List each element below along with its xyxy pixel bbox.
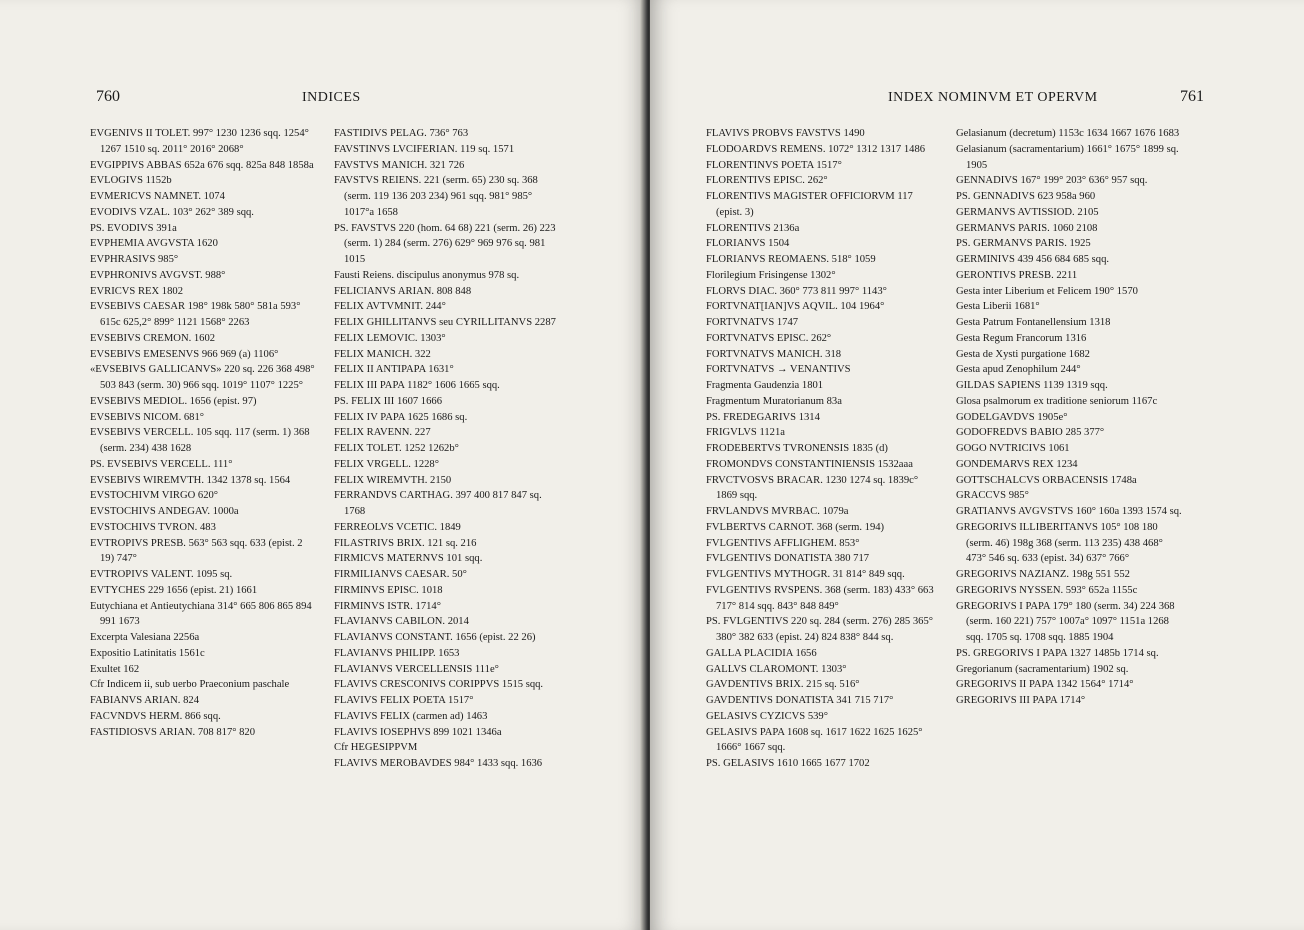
index-entry: Gelasianum (decretum) 1153c 1634 1667 1676 1683 (956, 128, 1180, 139)
index-entry: EVSEBIVS MEDIOL. 1656 (epist. 97) (90, 395, 257, 407)
index-entry: PS. FVLGENTIVS 220 sq. 284 (serm. 276) 285 365° 380° 382 633 (epist. 24) 824 838° 844 sq. (706, 616, 934, 643)
index-entry: FLORENTIVS 2136a (706, 222, 800, 234)
index-entry: Excerpta Valesiana 2256a (90, 632, 200, 643)
index-entry: FLAVIANVS CONSTANT. 1656 (epist. 22 26) (334, 632, 536, 643)
index-entry: GREGORIVS II PAPA 1342 1564° 1714° (956, 679, 1134, 691)
index-entry: Gesta Liberii 1681° (956, 301, 1040, 313)
index-entry: FAVSTINVS LVCIFERIAN. 119 sq. 1571 (334, 143, 515, 155)
index-entry: FLORIANVS 1504 (706, 238, 790, 250)
index-entry: FLAVIVS CRESCONIVS CORIPPVS 1515 sqq. (334, 679, 544, 691)
index-entry: FLORIANVS REOMAENS. 518° 1059 (706, 254, 876, 265)
index-entry: FELIX GHILLITANVS seu CYRILLITANVS 2287 (334, 317, 556, 328)
index-entry: EVSTOCHIVS TVRON. 483 (90, 521, 216, 533)
index-entry: EVSTOCHIVS ANDEGAV. 1000a (90, 506, 239, 517)
index-entry: Fragmenta Gaudenzia 1801 (706, 380, 824, 391)
index-entry: FAVSTVS REIENS. 221 (serm. 65) 230 sq. 368 (serm. 119 136 203 234) 961 sqq. 981° 985° 1017°a 1658 (334, 175, 538, 218)
index-entry: FABIANVS ARIAN. 824 (90, 695, 199, 706)
index-entry: FLORENTIVS MAGISTER OFFICIORVM 117 (epist. 3) (706, 191, 913, 218)
index-entry: FLAVIVS IOSEPHVS 899 1021 1346a (334, 726, 502, 738)
index-entry: Gesta Patrum Fontanellensium 1318 (956, 317, 1111, 328)
index-entry: FIRMINVS ISTR. 1714° (334, 600, 441, 612)
index-entry: Gesta de Xysti purgatione 1682 (956, 348, 1090, 360)
index-entry: «EVSEBIVS GALLICANVS» 220 sq. 226 368 498° 503 843 (serm. 30) 966 sqq. 1019° 1107° 1225° (90, 364, 315, 391)
index-entry: EVPHRASIVS 985° (90, 254, 179, 265)
index-entry: FELIX II ANTIPAPA 1631° (334, 364, 454, 376)
index-entry: FERRANDVS CARTHAG. 397 400 817 847 sq. 1768 (334, 490, 542, 517)
index-entry: GRACCVS 985° (956, 490, 1029, 502)
index-entry: EVMERICVS NAMNET. 1074 (90, 191, 225, 202)
index-entry: PS. FAVSTVS 220 (hom. 64 68) 221 (serm. 26) 223 (serm. 1) 284 (serm. 276) 629° 969 976 sq. 981 1015 (334, 222, 556, 265)
index-entry: Florilegium Frisingense 1302° (706, 269, 836, 281)
index-entry: GOTTSCHALCVS ORBACENSIS 1748a (956, 474, 1137, 486)
index-entry: FLORENTINVS POETA 1517° (706, 159, 842, 171)
left-page-number: 760 (96, 88, 120, 105)
index-entry: FELIX IV PAPA 1625 1686 sq. (334, 411, 468, 423)
index-entry: FELIX AVTVMNIT. 244° (334, 301, 446, 313)
index-entry: FACVNDVS HERM. 866 sqq. (90, 710, 221, 722)
index-entry: FORTVNATVS → VENANTIVS (706, 364, 851, 376)
index-entry: GALLA PLACIDIA 1656 (706, 647, 817, 659)
index-entry: GALLVS CLAROMONT. 1303° (706, 663, 847, 675)
index-entry: Glosa psalmorum ex traditione seniorum 1167c (956, 395, 1158, 407)
index-entry: FLAVIANVS PHILIPP. 1653 (334, 647, 460, 659)
index-entry: EVODIVS VZAL. 103° 262° 389 sqq. (90, 206, 254, 218)
index-entry: GELASIVS CYZICVS 539° (706, 710, 828, 722)
index-entry: PS. FELIX III 1607 1666 (334, 395, 442, 407)
index-entry: FELIX MANICH. 322 (334, 348, 431, 360)
index-entry: FELIX LEMOVIC. 1303° (334, 332, 446, 344)
index-entry: EVSEBIVS NICOM. 681° (90, 411, 205, 423)
index-entry: EVPHRONIVS AVGVST. 988° (90, 269, 226, 281)
index-entry: FLAVIVS FELIX (carmen ad) 1463 (334, 710, 488, 722)
index-entry: FELIX III PAPA 1182° 1606 1665 sqq. (334, 380, 500, 391)
left-column-1 (90, 126, 318, 740)
index-entry: FVLGENTIVS AFFLIGHEM. 853° (706, 537, 860, 549)
index-entry: Eutychiana et Antieutychiana 314° 665 806 865 894 991 1673 (90, 600, 312, 628)
index-entry: EVPHEMIA AVGVSTA 1620 (90, 238, 218, 250)
index-entry: FVLGENTIVS MYTHOGR. 31 814° 849 sqq. (706, 569, 905, 580)
index-entry: Gelasianum (sacramentarium) 1661° 1675° 1899 sq. 1905 (956, 143, 1179, 171)
index-entry: FLORENTIVS EPISC. 262° (706, 175, 828, 187)
index-entry: EVSEBIVS CREMON. 1602 (90, 332, 216, 344)
index-entry: GERONTIVS PRESB. 2211 (956, 269, 1078, 281)
index-entry: FRIGVLVS 1121a (706, 427, 785, 439)
index-entry: FIRMINVS EPISC. 1018 (334, 584, 443, 596)
index-entry: Cfr Indicem ii, sub uerbo Praeconium paschale (90, 679, 290, 691)
index-entry: GELASIVS PAPA 1608 sq. 1617 1622 1625 1625° 1666° 1667 sqq. (706, 726, 923, 754)
index-entry: GAVDENTIVS BRIX. 215 sq. 516° (706, 679, 860, 691)
index-entry: Exultet 162 (90, 663, 140, 675)
index-entry: FAVSTVS MANICH. 321 726 (334, 159, 465, 171)
right-running-head: INDEX NOMINVM ET OPERVM (888, 90, 1098, 105)
index-entry: PS. FREDEGARIVS 1314 (706, 411, 820, 423)
index-entry: FRVCTVOSVS BRACAR. 1230 1274 sq. 1839c° 1869 sqq. (706, 474, 919, 502)
index-entry: GODELGAVDVS 1905e° (956, 411, 1068, 423)
right-column-2 (956, 126, 1184, 709)
index-entry: FELICIANVS ARIAN. 808 848 (334, 285, 472, 297)
index-entry: FORTVNATVS EPISC. 262° (706, 332, 832, 344)
index-entry: Gesta inter Liberium et Felicem 190° 1570 (956, 285, 1138, 297)
index-entry: EVGIPPIVS ABBAS 652a 676 sqq. 825a 848 1858a (90, 159, 314, 171)
index-entry: GERMANVS AVTISSIOD. 2105 (956, 206, 1099, 218)
index-entry: FELIX TOLET. 1252 1262b° (334, 443, 459, 454)
index-entry: FLAVIANVS VERCELLENSIS 111e° (334, 663, 499, 675)
index-entry: FRVLANDVS MVRBAC. 1079a (706, 506, 849, 517)
index-entry: FASTIDIOSVS ARIAN. 708 817° 820 (90, 726, 256, 738)
index-entry: FVLBERTVS CARNOT. 368 (serm. 194) (706, 521, 885, 533)
index-entry: GENNADIVS 167° 199° 203° 636° 957 sqq. (956, 175, 1148, 187)
left-running-head: INDICES (302, 90, 361, 105)
index-entry: GONDEMARVS REX 1234 (956, 458, 1078, 470)
index-entry: FELIX VRGELL. 1228° (334, 458, 439, 470)
index-entry: FIRMILIANVS CAESAR. 50° (334, 569, 467, 580)
index-entry: FLAVIANVS CABILON. 2014 (334, 616, 469, 628)
index-entry: EVSEBIVS CAESAR 198° 198k 580° 581a 593° 615c 625,2° 899° 1121 1568° 2263 (90, 301, 301, 328)
index-entry: GREGORIVS III PAPA 1714° (956, 695, 1086, 706)
index-entry: EVLOGIVS 1152b (90, 175, 172, 187)
index-entry: FLAVIVS FELIX POETA 1517° (334, 695, 474, 706)
index-entry: EVSEBIVS VERCELL. 105 sqq. 117 (serm. 1) 368 (serm. 234) 438 1628 (90, 427, 310, 454)
index-entry: FVLGENTIVS DONATISTA 380 717 (706, 553, 870, 565)
index-entry: GREGORIVS ILLIBERITANVS 105° 108 180 (serm. 46) 198g 368 (serm. 113 235) 438 468° 473° 546 sq. 633 (epist. 34) 637° 766° (956, 521, 1163, 565)
index-entry: Cfr HEGESIPPVM (334, 742, 418, 754)
index-entry: GILDAS SAPIENS 1139 1319 sqq. (956, 380, 1108, 391)
index-entry: FLORVS DIAC. 360° 773 811 997° 1143° (706, 285, 887, 297)
index-entry: FORTVNATVS 1747 (706, 317, 799, 328)
index-entry: FROMONDVS CONSTANTINIENSIS 1532aaa (706, 458, 913, 470)
index-entry: FASTIDIVS PELAG. 736° 763 (334, 128, 469, 139)
index-entry: FVLGENTIVS RVSPENS. 368 (serm. 183) 433° 663 717° 814 sqq. 843° 848 849° (706, 584, 934, 612)
index-entry: Gregorianum (sacramentarium) 1902 sq. (956, 663, 1129, 675)
right-column-1 (706, 126, 934, 772)
index-entry: PS. GENNADIVS 623 958a 960 (956, 191, 1096, 202)
index-entry: GODOFREDVS BABIO 285 377° (956, 427, 1105, 439)
index-entry: Fragmentum Muratorianum 83a (706, 395, 842, 407)
index-entry: EVSEBIVS WIREMVTH. 1342 1378 sq. 1564 (90, 474, 291, 486)
index-entry: EVTROPIVS VALENT. 1095 sq. (90, 569, 233, 580)
index-entry: Gesta apud Zenophilum 244° (956, 364, 1081, 376)
left-page (0, 0, 646, 930)
index-entry: Gesta Regum Francorum 1316 (956, 332, 1087, 344)
index-entry: GREGORIVS NYSSEN. 593° 652a 1155c (956, 584, 1138, 596)
index-entry: PS. GELASIVS 1610 1665 1677 1702 (706, 758, 870, 769)
index-entry: EVRICVS REX 1802 (90, 285, 183, 297)
index-entry: PS. EVSEBIVS VERCELL. 111° (90, 458, 233, 470)
index-entry: Expositio Latinitatis 1561c (90, 647, 205, 659)
left-column-2 (334, 126, 562, 772)
index-entry: GERMANVS PARIS. 1060 2108 (956, 222, 1098, 234)
index-entry: EVTYCHES 229 1656 (epist. 21) 1661 (90, 584, 258, 596)
index-entry: EVSTOCHIVM VIRGO 620° (90, 490, 219, 502)
index-entry: GERMINIVS 439 456 684 685 sqq. (956, 254, 1110, 265)
index-entry: Fausti Reiens. discipulus anonymus 978 sq. (334, 269, 520, 281)
index-entry: FLAVIVS PROBVS FAVSTVS 1490 (706, 128, 865, 139)
index-entry: FELIX RAVENN. 227 (334, 427, 431, 439)
index-entry: FILASTRIVS BRIX. 121 sq. 216 (334, 537, 477, 549)
index-entry: EVGENIVS II TOLET. 997° 1230 1236 sqq. 1254° 1267 1510 sq. 2011° 2016° 2068° (90, 128, 309, 155)
index-entry: PS. EVODIVS 391a (90, 222, 177, 234)
index-entry: FLODOARDVS REMENS. 1072° 1312 1317 1486 (706, 143, 926, 155)
index-entry: GOGO NVTRICIVS 1061 (956, 443, 1070, 454)
right-page-number: 761 (1180, 88, 1204, 105)
index-entry: EVTROPIVS PRESB. 563° 563 sqq. 633 (epist. 2 19) 747° (90, 537, 303, 565)
index-entry: FIRMICVS MATERNVS 101 sqq. (334, 553, 483, 565)
index-entry: EVSEBIVS EMESENVS 966 969 (a) 1106° (90, 348, 279, 360)
index-entry: GRATIANVS AVGVSTVS 160° 160a 1393 1574 sq. (956, 506, 1182, 517)
index-entry: PS. GERMANVS PARIS. 1925 (956, 238, 1091, 250)
index-entry: PS. GREGORIVS I PAPA 1327 1485b 1714 sq. (956, 647, 1159, 659)
index-entry: FORTVNAT[IAN]VS AQVIL. 104 1964° (706, 301, 885, 313)
index-entry: FERREOLVS VCETIC. 1849 (334, 521, 461, 533)
index-entry: FELIX WIREMVTH. 2150 (334, 474, 452, 486)
right-page (650, 0, 1304, 930)
index-entry: GREGORIVS I PAPA 179° 180 (serm. 34) 224 368 (serm. 160 221) 757° 1007a° 1097° 1151a 1268 sqq. 1705 sq. 1708 sqq. 1885 1904 (956, 600, 1175, 643)
index-entry: FORTVNATVS MANICH. 318 (706, 348, 842, 360)
index-entry: GAVDENTIVS DONATISTA 341 715 717° (706, 695, 894, 706)
index-entry: FRODEBERTVS TVRONENSIS 1835 (d) (706, 443, 888, 454)
index-entry: FLAVIVS MEROBAVDES 984° 1433 sqq. 1636 (334, 758, 543, 769)
index-entry: GREGORIVS NAZIANZ. 198g 551 552 (956, 569, 1130, 580)
